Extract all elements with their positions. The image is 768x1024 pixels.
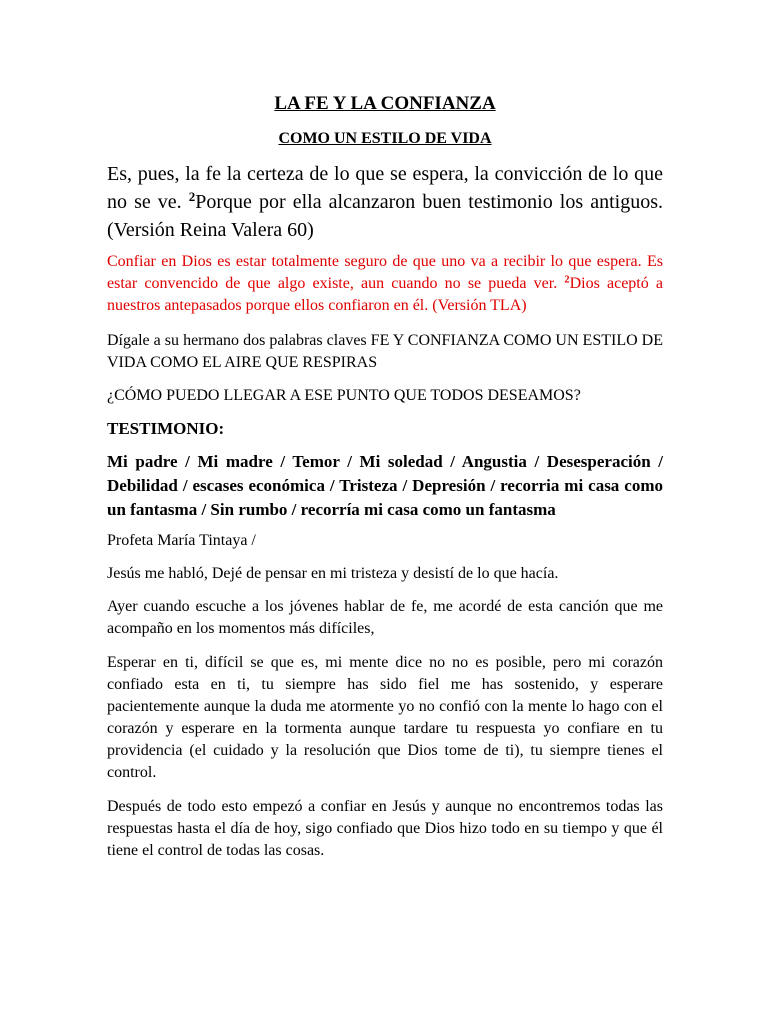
verse-rv60-part2: Porque por ella alcanzaron buen testimonio los antiguos. (Versión Reina Valera 60) <box>107 191 663 241</box>
verse-tla-part1: Confiar en Dios es estar totalmente seguro de que uno va a recibir lo que espera. Es estar convencido de que algo existe, aun cuando no se pueda ver. <box>107 253 663 292</box>
document-subtitle: COMO UN ESTILO DE VIDA <box>278 130 492 147</box>
paragraph-jesus: Jesús me habló, Dejé de pensar en mi tristeza y desistí de lo que hacía. <box>107 565 559 582</box>
paragraph-ayer: Ayer cuando escuche a los jóvenes hablar de fe, me acordé de esta canción que me acompaño en los momentos más difíciles, <box>107 598 663 637</box>
document-title: LA FE Y LA CONFIANZA <box>274 93 496 114</box>
author-line: Profeta María Tintaya / <box>107 532 256 549</box>
verse-tla-part2: Dios aceptó a nuestros antepasados porque ellos confiaron en él. (Versión TLA) <box>107 275 664 314</box>
paragraph-closing: Después de todo esto empezó a confiar en Jesús y aunque no encontremos todas las respuestas hasta el día de hoy, sigo confiado que Dios hizo todo en su tiempo y que él tiene el control de todas las cosas. <box>107 798 663 859</box>
testimony-heading: TESTIMONIO: <box>107 419 225 438</box>
verse-rv60-part1: Es, pues, la fe la certeza de lo que se espera, la convicción de lo que no se ve. <box>107 163 663 213</box>
verse-rv60-number: 2 <box>188 188 196 204</box>
paragraph-song: Esperar en ti, difícil se que es, mi mente dice no no es posible, pero mi corazón confiado esta en ti, tu siempre has sido fiel me has sostenido, y esperare pacientemente aunque la duda me atormente yo no confió con la mente lo hago con el corazón y esperare en la tormenta aunque tardare tu respuesta yo confiare en tu providencia (el cuidado y la resolución que Dios tome de ti), tu siempre tienes el control. <box>107 654 663 781</box>
testimony-list: Mi padre / Mi madre / Temor / Mi soledad / Angustia / Desesperación / Debilidad / escases económica / Tristeza / Depresión / recorria mi casa como un fantasma / Sin rumbo / recorría mi casa como un fantasma <box>107 452 663 519</box>
question-heading: ¿CÓMO PUEDO LLEGAR A ESE PUNTO QUE TODOS DESEAMOS? <box>107 387 581 404</box>
paragraph-keywords: Dígale a su hermano dos palabras claves FE Y CONFIANZA COMO UN ESTILO DE VIDA COMO EL AIRE QUE RESPIRAS <box>107 332 663 371</box>
verse-reina-valera <box>107 160 663 244</box>
verse-tla <box>107 251 663 317</box>
verse-tla-number: 2 <box>564 274 570 286</box>
